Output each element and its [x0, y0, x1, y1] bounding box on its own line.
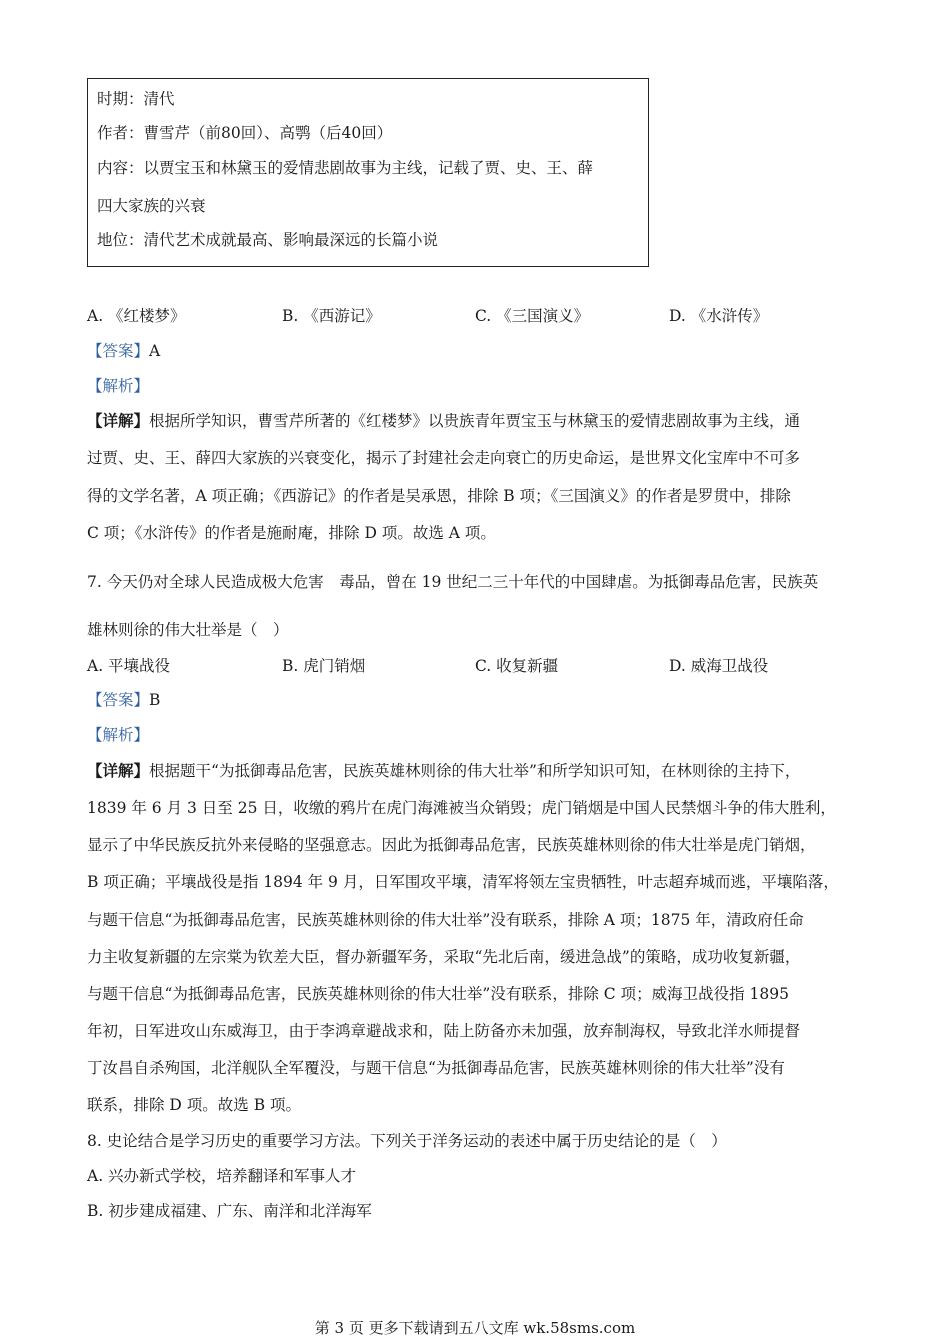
detail-tag: 【详解】	[87, 411, 150, 430]
box-author: 作者：曹雪芹（前80回）、高鹗（后40回）	[97, 124, 393, 142]
q6-option-c: C. 《三国演义》	[475, 307, 590, 325]
page-footer: 第 3 页 更多下载请到五八文库 wk.58sms.com	[314, 1319, 636, 1337]
q7-stem-line1: 7. 今天仍对全球人民造成极大危害 毒品，曾在 19 世纪二三十年代的中国肆虐。为抵御毒品危害，民族英	[87, 573, 819, 591]
box-period: 时期：清代	[97, 90, 175, 108]
q7-stem-line2: 雄林则徐的伟大壮举是（ ）	[87, 621, 289, 639]
q6-answer	[87, 341, 160, 361]
q7-detail-line2: 1839 年 6 月 3 日至 25 日，收缴的鸦片在虎门海滩被当众销毁；虎门销烟是中国人民禁烟斗争的伟大胜利，	[87, 799, 836, 817]
q6-detail-line4: C 项；《水浒传》的作者是施耐庵，排除 D 项。故选 A 项。	[87, 524, 496, 542]
q7-option-d: D. 威海卫战役	[669, 657, 769, 675]
answer-tag: 【答案】	[87, 691, 150, 709]
q7-detail-line5: 与题干信息“为抵御毒品危害，民族英雄林则徐的伟大壮举”没有联系，排除 A 项；1875 年，清政府任命	[87, 911, 804, 929]
q8-stem: 8. 史论结合是学习历史的重要学习方法。下列关于洋务运动的表述中属于历史结论的是（ ）	[87, 1132, 727, 1150]
q7-option-a: A. 平壤战役	[87, 657, 171, 675]
detail-tag: 【详解】	[87, 761, 150, 780]
q7-detail-line1: 【详解】根据题干“为抵御毒品危害，民族英雄林则徐的伟大壮举”和所学知识可知，在林则徐的主持下，	[87, 761, 801, 780]
q6-option-a: A. 《红楼梦》	[87, 307, 186, 325]
q7-detail-line7: 与题干信息“为抵御毒品危害，民族英雄林则徐的伟大壮举”没有联系，排除 C 项；威海卫战役指 1895	[87, 985, 789, 1003]
q8-option-b: B. 初步建成福建、广东、南洋和北洋海军	[87, 1202, 372, 1220]
answer-value: B	[149, 691, 161, 709]
q7-analysis-tag: 【解析】	[87, 726, 150, 744]
q7-detail-line4: B 项正确；平壤战役是指 1894 年 9 月，日军围攻平壤，清军将领左宝贵牺牲，叶志超弃城而逃，平壤陷落，	[87, 873, 839, 891]
q6-detail-line1: 【详解】根据所学知识，曹雪芹所著的《红楼梦》以贵族青年贾宝玉与林黛玉的爱情悲剧故事为主线，通	[87, 411, 801, 430]
q7-detail-line8: 年初，日军进攻山东威海卫，由于李鸿章避战求和，陆上防备亦未加强，放弃制海权，导致北洋水师提督	[87, 1022, 801, 1040]
q8-option-a: A. 兴办新式学校，培养翻译和军事人才	[87, 1167, 357, 1185]
q6-detail-line3: 得的文学名著，A 项正确；《西游记》的作者是吴承恩，排除 B 项；《三国演义》的作者是罗贯中，排除	[87, 487, 791, 505]
q6-analysis-tag: 【解析】	[87, 377, 150, 395]
box-content-line1: 内容：以贾宝玉和林黛玉的爱情悲剧故事为主线，记载了贾、史、王、薛	[97, 159, 594, 177]
q6-option-d: D. 《水浒传》	[669, 307, 769, 325]
box-content-line2: 四大家族的兴衰	[97, 197, 206, 215]
q6-detail-line2: 过贾、史、王、薛四大家族的兴衰变化，揭示了封建社会走向衰亡的历史命运，是世界文化宝库中不可多	[87, 449, 801, 467]
answer-tag: 【答案】	[87, 342, 150, 360]
q7-detail-line3: 显示了中华民族反抗外来侵略的坚强意志。因此为抵御毒品危害，民族英雄林则徐的伟大壮举是虎门销烟，	[87, 836, 816, 854]
answer-value: A	[149, 342, 161, 360]
q7-detail-line6: 力主收复新疆的左宗棠为钦差大臣，督办新疆军务，采取“先北后南，缓进急战”的策略，成功收复新疆，	[87, 948, 801, 966]
q7-answer	[87, 690, 160, 710]
q7-option-b: B. 虎门销烟	[282, 657, 366, 675]
q6-option-b: B. 《西游记》	[282, 307, 381, 325]
q7-option-c: C. 收复新疆	[475, 657, 559, 675]
q7-detail-line10: 联系，排除 D 项。故选 B 项。	[87, 1096, 302, 1114]
box-status: 地位：清代艺术成就最高、影响最深远的长篇小说	[97, 231, 439, 249]
q7-detail-line9: 丁汝昌自杀殉国，北洋舰队全军覆没，与题干信息“为抵御毒品危害，民族英雄林则徐的伟大壮举”没有	[87, 1059, 785, 1077]
